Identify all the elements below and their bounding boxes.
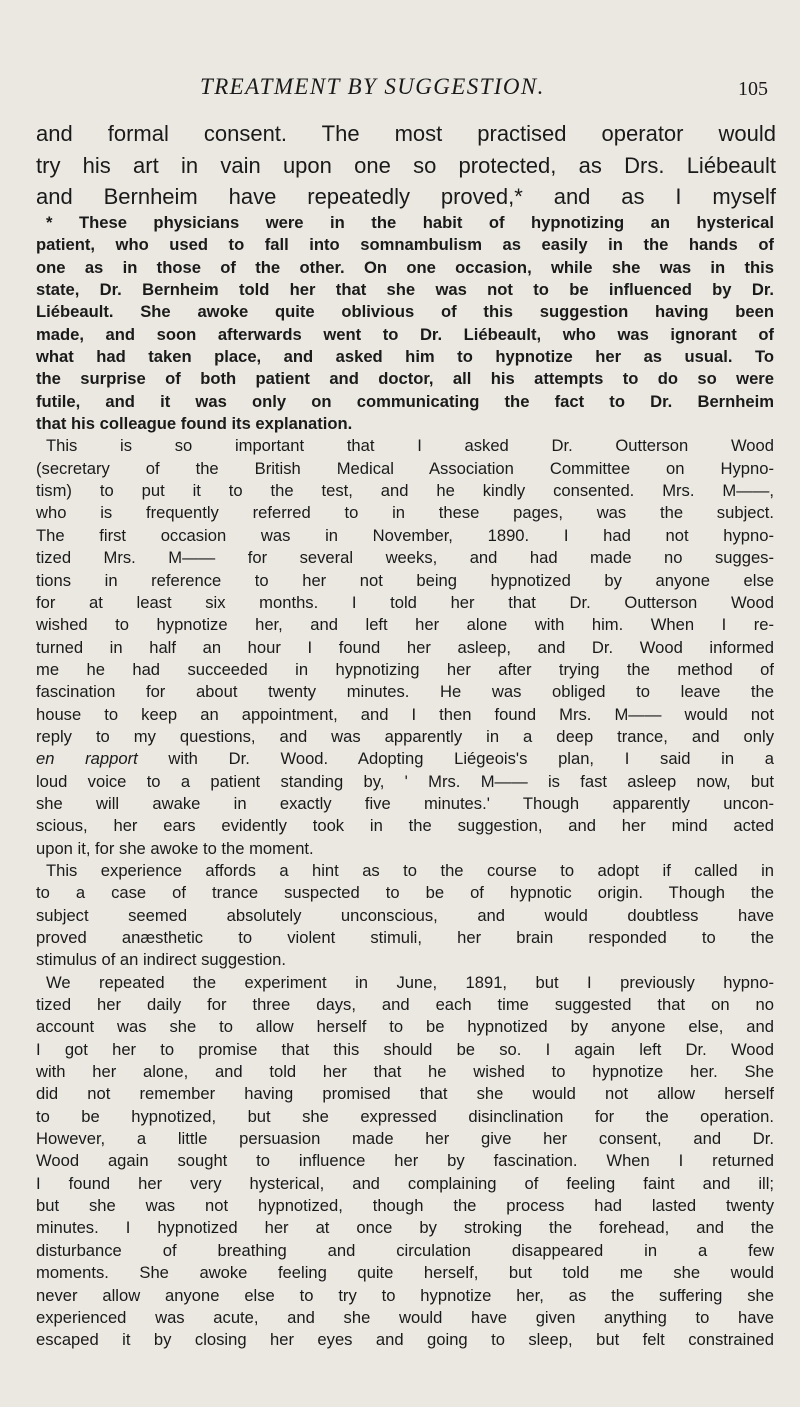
- footnote: [36, 212, 774, 1352]
- main-text-line: try his art in vain upon one so protected, as Drs. Liébeault: [36, 152, 776, 178]
- footnote-line: I got her to promise that this should be so. I again left Dr. Wood: [36, 1039, 774, 1059]
- footnote-line: (secretary of the British Medical Association Committee on Hypno-: [36, 458, 774, 478]
- footnote-line: escaped it by closing her eyes and going to sleep, but felt constrained: [36, 1330, 774, 1350]
- main-text-line: and formal consent. The most practised operator would: [36, 121, 776, 146]
- footnote-line: upon it, for she awoke to the moment.: [36, 838, 314, 858]
- footnote-line: However, a little persuasion made her give her consent, and Dr.: [36, 1129, 774, 1149]
- footnote-line: wished to hypnotize her, and left her alone with him. When I re-: [36, 615, 774, 635]
- footnote-line: loud voice to a patient standing by, ' Mrs. M—— is fast asleep now, but: [36, 771, 774, 791]
- footnote-line: for at least six months. I told her that Dr. Outterson Wood: [36, 592, 774, 612]
- footnote-line: Wood again sought to influence her by fascination. When I returned: [36, 1151, 774, 1171]
- footnote-line: patient, who used to fall into somnambulism as easily in the hands of: [36, 235, 774, 255]
- main-text: [36, 118, 776, 213]
- footnote-line: me he had succeeded in hypnotizing her after trying the method of: [36, 659, 774, 679]
- footnote-line: This is so important that I asked Dr. Outterson Wood: [46, 436, 774, 456]
- footnote-line: We repeated the experiment in June, 1891, but I previously hypno-: [46, 972, 774, 992]
- footnote-line: fascination for about twenty minutes. He was obliged to leave the: [36, 682, 774, 702]
- footnote-line: house to keep an appointment, and I then found Mrs. M—— would not: [36, 704, 774, 724]
- footnote-line: I found her very hysterical, and complaining of feeling faint and ill;: [36, 1173, 774, 1193]
- footnote-line: did not remember having promised that she would not allow herself: [36, 1084, 774, 1104]
- footnote-line: tions in reference to her not being hypnotized by anyone else: [36, 570, 774, 590]
- footnote-line: disturbance of breathing and circulation disappeared in a few: [36, 1240, 774, 1260]
- footnote-line: reply to my questions, and was apparently in a deep trance, and only: [36, 726, 774, 746]
- footnote-line: stimulus of an indirect suggestion.: [36, 950, 286, 970]
- footnote-line: experienced was acute, and she would have given anything to have: [36, 1307, 774, 1327]
- footnote-line: minutes. I hypnotized her at once by stroking the forehead, and the: [36, 1218, 774, 1238]
- footnote-line: scious, her ears evidently took in the suggestion, and her mind acted: [36, 816, 774, 836]
- footnote-line: one as in those of the other. On one occasion, while she was in this: [36, 257, 774, 277]
- footnote-line: with her alone, and told her that he wished to hypnotize her. She: [36, 1062, 774, 1082]
- footnote-line: tism) to put it to the test, and he kindly consented. Mrs. M——,: [36, 481, 774, 501]
- footnote-line: account was she to allow herself to be hypnotized by anyone else, and: [36, 1017, 774, 1037]
- footnote-line: what had taken place, and asked him to hypnotize her as usual. To: [36, 347, 774, 367]
- footnote-line: Liébeault. She awoke quite oblivious of this suggestion having been: [36, 302, 774, 322]
- footnote-line-rest: with Dr. Wood. Adopting Liégeois's plan, I said in a: [137, 749, 774, 769]
- footnote-line: to be hypnotized, but she expressed disinclination for the operation.: [36, 1106, 774, 1126]
- page-number: 105: [738, 78, 768, 100]
- footnote-line: futile, and it was only on communicating the fact to Dr. Bernheim: [36, 391, 774, 411]
- footnote-line: the surprise of both patient and doctor, all his attempts to do so were: [36, 369, 774, 389]
- footnote-line: turned in half an hour I found her asleep, and Dr. Wood informed: [36, 637, 774, 657]
- footnote-line: moments. She awoke feeling quite herself, but told me she would: [36, 1263, 774, 1283]
- italic-phrase: en rapport: [36, 749, 138, 769]
- footnote-line: The first occasion was in November, 1890. I had not hypno-: [36, 525, 774, 545]
- footnote-line: to a case of trance suspected to be of hypnotic origin. Though the: [36, 883, 774, 903]
- footnote-line: This experience affords a hint as to the course to adopt if called in: [46, 860, 774, 880]
- footnote-line: never allow anyone else to try to hypnotize her, as the suffering she: [36, 1285, 774, 1305]
- footnote-line: she will awake in exactly five minutes.' Though apparently uncon-: [36, 793, 774, 813]
- footnote-line: * These physicians were in the habit of hypnotizing an hysterical: [46, 213, 774, 232]
- footnote-line: tized Mrs. M—— for several weeks, and had made no sugges-: [36, 548, 774, 568]
- footnote-line: that his colleague found its explanation.: [36, 414, 353, 434]
- footnote-line-italic-start: [36, 748, 774, 770]
- footnote-line: but she was not hypnotized, though the process had lasted twenty: [36, 1196, 774, 1216]
- footnote-line: proved anæsthetic to violent stimuli, her brain responded to the: [36, 928, 774, 947]
- page-header: [0, 74, 800, 104]
- footnote-line: made, and soon afterwards went to Dr. Liébeault, who was ignorant of: [36, 324, 774, 344]
- footnote-line: subject seemed absolutely unconscious, and would doubtless have: [36, 905, 774, 925]
- footnote-line: tized her daily for three days, and each time suggested that on no: [36, 995, 774, 1015]
- main-text-line: and Bernheim have repeatedly proved,* and as I myself: [36, 184, 776, 209]
- footnote-line: state, Dr. Bernheim told her that she was not to be influenced by Dr.: [36, 280, 774, 300]
- footnote-line: who is frequently referred to in these pages, was the subject.: [36, 503, 774, 523]
- running-title: TREATMENT BY SUGGESTION.: [200, 74, 545, 99]
